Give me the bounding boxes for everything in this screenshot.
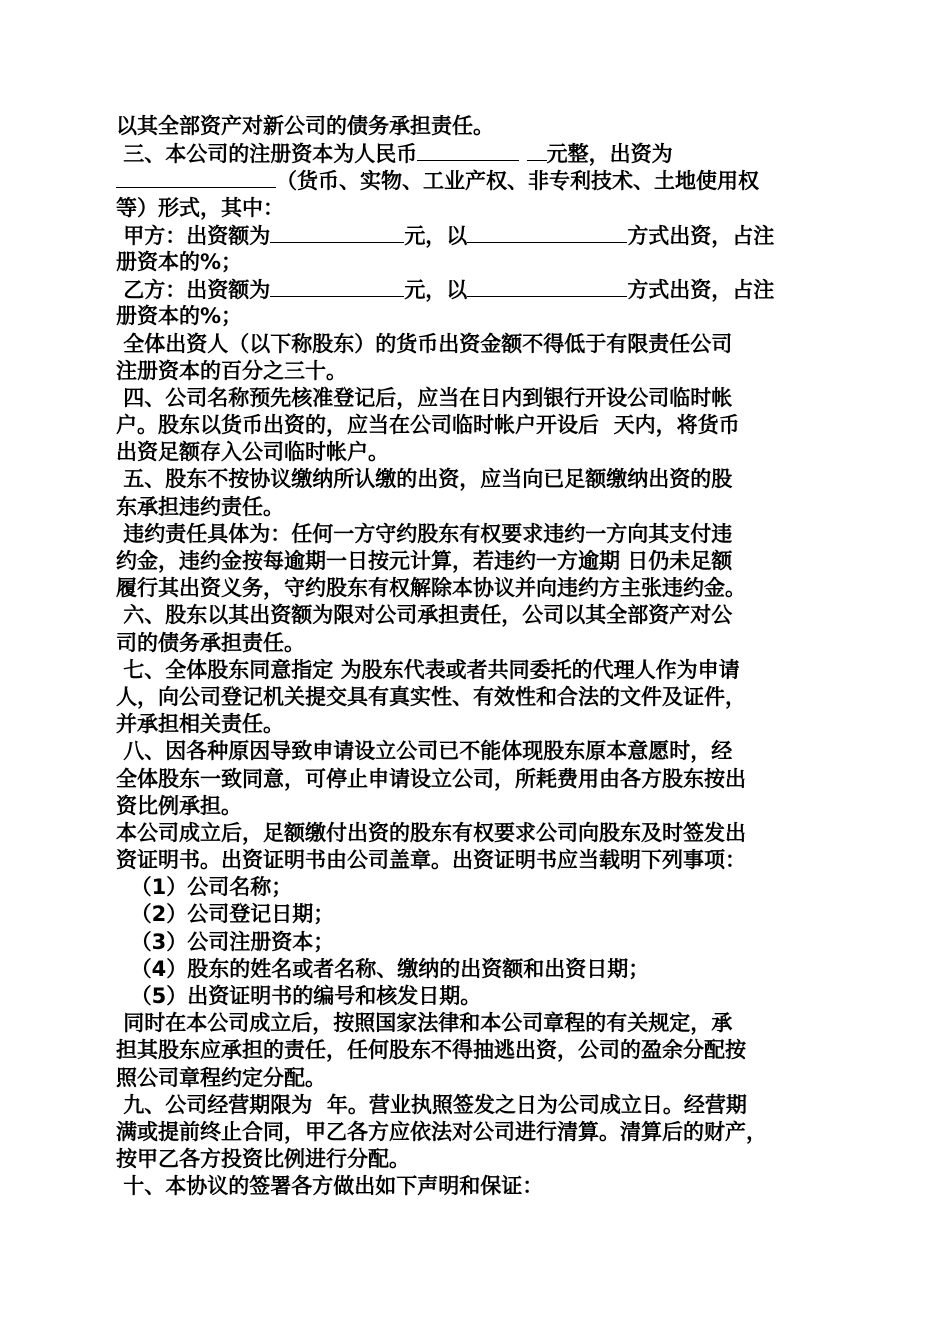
text-line: 全体股东一致同意，可停止申请设立公司，所耗费用由各方股东按出 (116, 766, 746, 791)
text-line: 并承担相关责任。 (116, 712, 284, 737)
document-body (116, 113, 846, 1201)
blank-field (527, 140, 547, 161)
text-line: 册资本的%； (116, 249, 243, 274)
text-line: 人，向公司登记机关提交具有真实性、有效性和合法的文件及证件， (116, 684, 746, 709)
list-item: （5）出资证明书的编号和核发日期。 (116, 984, 482, 1008)
text-line: 资证明书。出资证明书由公司盖章。出资证明书应当载明下列事项： (116, 848, 746, 873)
text-line: 东承担违约责任。 (116, 494, 284, 519)
text-line: 九、公司经营期限为 年。营业执照签发之日为公司成立日。经营期 (116, 1092, 747, 1117)
list-item: （2）公司登记日期； (116, 902, 335, 927)
text-line: 以其全部资产对新公司的债务承担责任。 (116, 114, 494, 138)
text-line: 等）形式，其中： (116, 195, 284, 220)
text-line: 七、全体股东同意指定 为股东代表或者共同委托的代理人作为申请 (116, 657, 740, 682)
text-line: 违约责任具体为：任何一方守约股东有权要求违约一方向其支付违 (116, 521, 733, 546)
text-segment: 甲方：出资额为 (116, 223, 271, 248)
text-line: 满或提前终止合同，甲乙各方应依法对公司进行清算。清算后的财产， (116, 1119, 767, 1144)
clause-3-text: 三、本公司的注册资本为人民币 (116, 142, 418, 167)
text-line (116, 276, 846, 303)
blank-field (417, 140, 519, 161)
text-line (116, 222, 846, 249)
clause-3-text: 元整，出资为 (546, 142, 673, 167)
text-line: 四、公司名称预先核准登记后，应当在日内到银行开设公司临时帐 (116, 385, 733, 410)
text-line: 五、股东不按协议缴纳所认缴的出资，应当向已足额缴纳出资的股 (116, 467, 733, 492)
text-line: 册资本的%； (116, 304, 243, 329)
blank-field (116, 167, 276, 188)
blank-field (467, 276, 627, 297)
text-line: 同时在本公司成立后，按照国家法律和本公司章程的有关规定，承 (116, 1011, 733, 1036)
text-line (116, 167, 846, 194)
text-line: 照公司章程约定分配。 (116, 1065, 326, 1090)
text-line: 户。股东以货币出资的，应当在公司临时帐户开设后 天内，将货币 (116, 413, 740, 438)
text-segment: （货币、实物、工业产权、非专利技术、土地使用权 (276, 169, 759, 194)
text-line: 全体出资人（以下称股东）的货币出资金额不得低于有限责任公司 (116, 331, 733, 356)
text-segment: 乙方：出资额为 (116, 278, 271, 303)
text-segment: 方式出资，占注 (627, 223, 775, 248)
text-line: 八、因各种原因导致申请设立公司已不能体现股东原本意愿时，经 (116, 739, 733, 764)
text-line: 司的债务承担责任。 (116, 630, 305, 655)
text-line: 担其股东应承担的责任，任何股东不得抽逃出资，公司的盈余分配按 (116, 1038, 746, 1063)
text-line: 十、本协议的签署各方做出如下声明和保证： (116, 1174, 544, 1199)
blank-field (270, 276, 404, 297)
text-line: 约金，违约金按每逾期一日按元计算，若违约一方逾期 日仍未足额 (116, 549, 733, 573)
list-item: （4）股东的姓名或者名称、缴纳的出资额和出资日期； (116, 956, 650, 981)
text-segment: 元，以 (404, 278, 468, 303)
text-segment: 元，以 (404, 223, 468, 248)
text-line: 出资足额存入公司临时帐户。 (116, 440, 389, 465)
list-item: （1）公司名称； (116, 875, 293, 900)
text-line: 按甲乙各方投资比例进行分配。 (116, 1147, 410, 1172)
text-line: 本公司成立后，足额缴付出资的股东有权要求公司向股东及时签发出 (116, 820, 746, 845)
text-line: 注册资本的百分之三十。 (116, 358, 347, 383)
text-line: 资比例承担。 (116, 793, 242, 818)
blank-field (467, 222, 627, 243)
text-segment: 方式出资，占注 (627, 278, 775, 303)
blank-field (270, 222, 404, 243)
text-line: 六、股东以其出资额为限对公司承担责任，公司以其全部资产对公 (116, 603, 733, 628)
text-line: 履行其出资义务，守约股东有权解除本协议并向违约方主张违约金。 (116, 576, 746, 601)
text-line (116, 140, 846, 167)
list-item: （3）公司注册资本； (116, 929, 335, 954)
